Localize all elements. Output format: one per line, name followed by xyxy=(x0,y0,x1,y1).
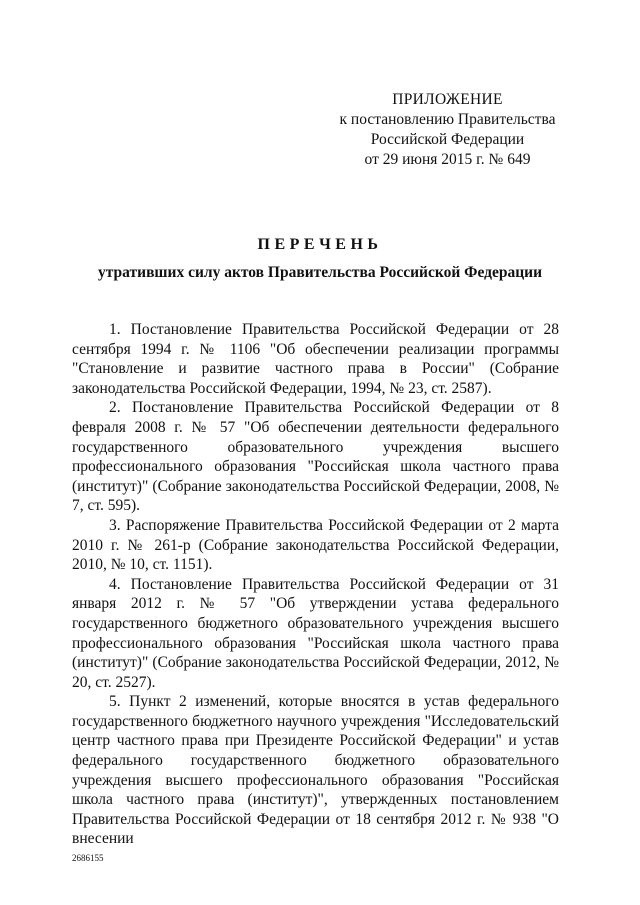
appendix-line-date-number: от 29 июня 2015 г. № 649 xyxy=(364,151,531,168)
list-item: 3. Распоряжение Правительства Российской Федерации от 2 марта 2010 г. № 261-р (Собрание законодательства Российской Федерации, 2010, № 10, ст. 1151). xyxy=(72,516,559,574)
document-body xyxy=(72,320,559,849)
document-heading: ПЕРЕЧЕНЬ xyxy=(257,236,383,253)
appendix-line-federation: Российской Федерации xyxy=(370,131,525,148)
appendix-title: ПРИЛОЖЕНИЕ xyxy=(392,91,503,108)
document-subheading: утративших силу актов Правительства Российской Федерации xyxy=(98,264,542,281)
list-item: 1. Постановление Правительства Российской Федерации от 28 сентября 1994 г. № 1106 "Об обеспечении реализации программы "Становление и развитие частного права в России" (Собрание законодательства Российской Федерации, 1994, № 23, ст. 2587). xyxy=(72,321,559,397)
list-item: 4. Постановление Правительства Российской Федерации от 31 января 2012 г. № 57 "Об утверждении устава федерального государственного бюджетного образовательного учреждения высшего профессионального образования "Российская школа частного права (институт)" (Собрание законодательства Российской Федерации, 2012, № 20, ст. 2527). xyxy=(72,575,559,691)
document-code: 2686155 xyxy=(72,853,104,863)
appendix-line-resolution: к постановлению Правительства xyxy=(339,111,556,128)
list-item: 2. Постановление Правительства Российской Федерации от 8 февраля 2008 г. № 57 "Об обеспечении деятельности федерального государственного образовательного учреждения высшего профессионального образования "Российская школа частного права (институт)" (Собрание законодательства Российской Федерации, 2008, № 7, ст. 595). xyxy=(72,399,559,515)
list-item: 5. Пункт 2 изменений, которые вносятся в устав федерального государственного бюджетного научного учреждения "Исследовательский центр частного права при Президенте Российской Федерации" и устав федерального государственного бюджетного образовательного учреждения высшего профессионального образования "Российская школа частного права (институт)", утвержденных постановлением Правительства Российской Федерации от 18 сентября 2012 г. № 938 "О внесении xyxy=(72,693,559,848)
appendix-block xyxy=(330,90,565,170)
